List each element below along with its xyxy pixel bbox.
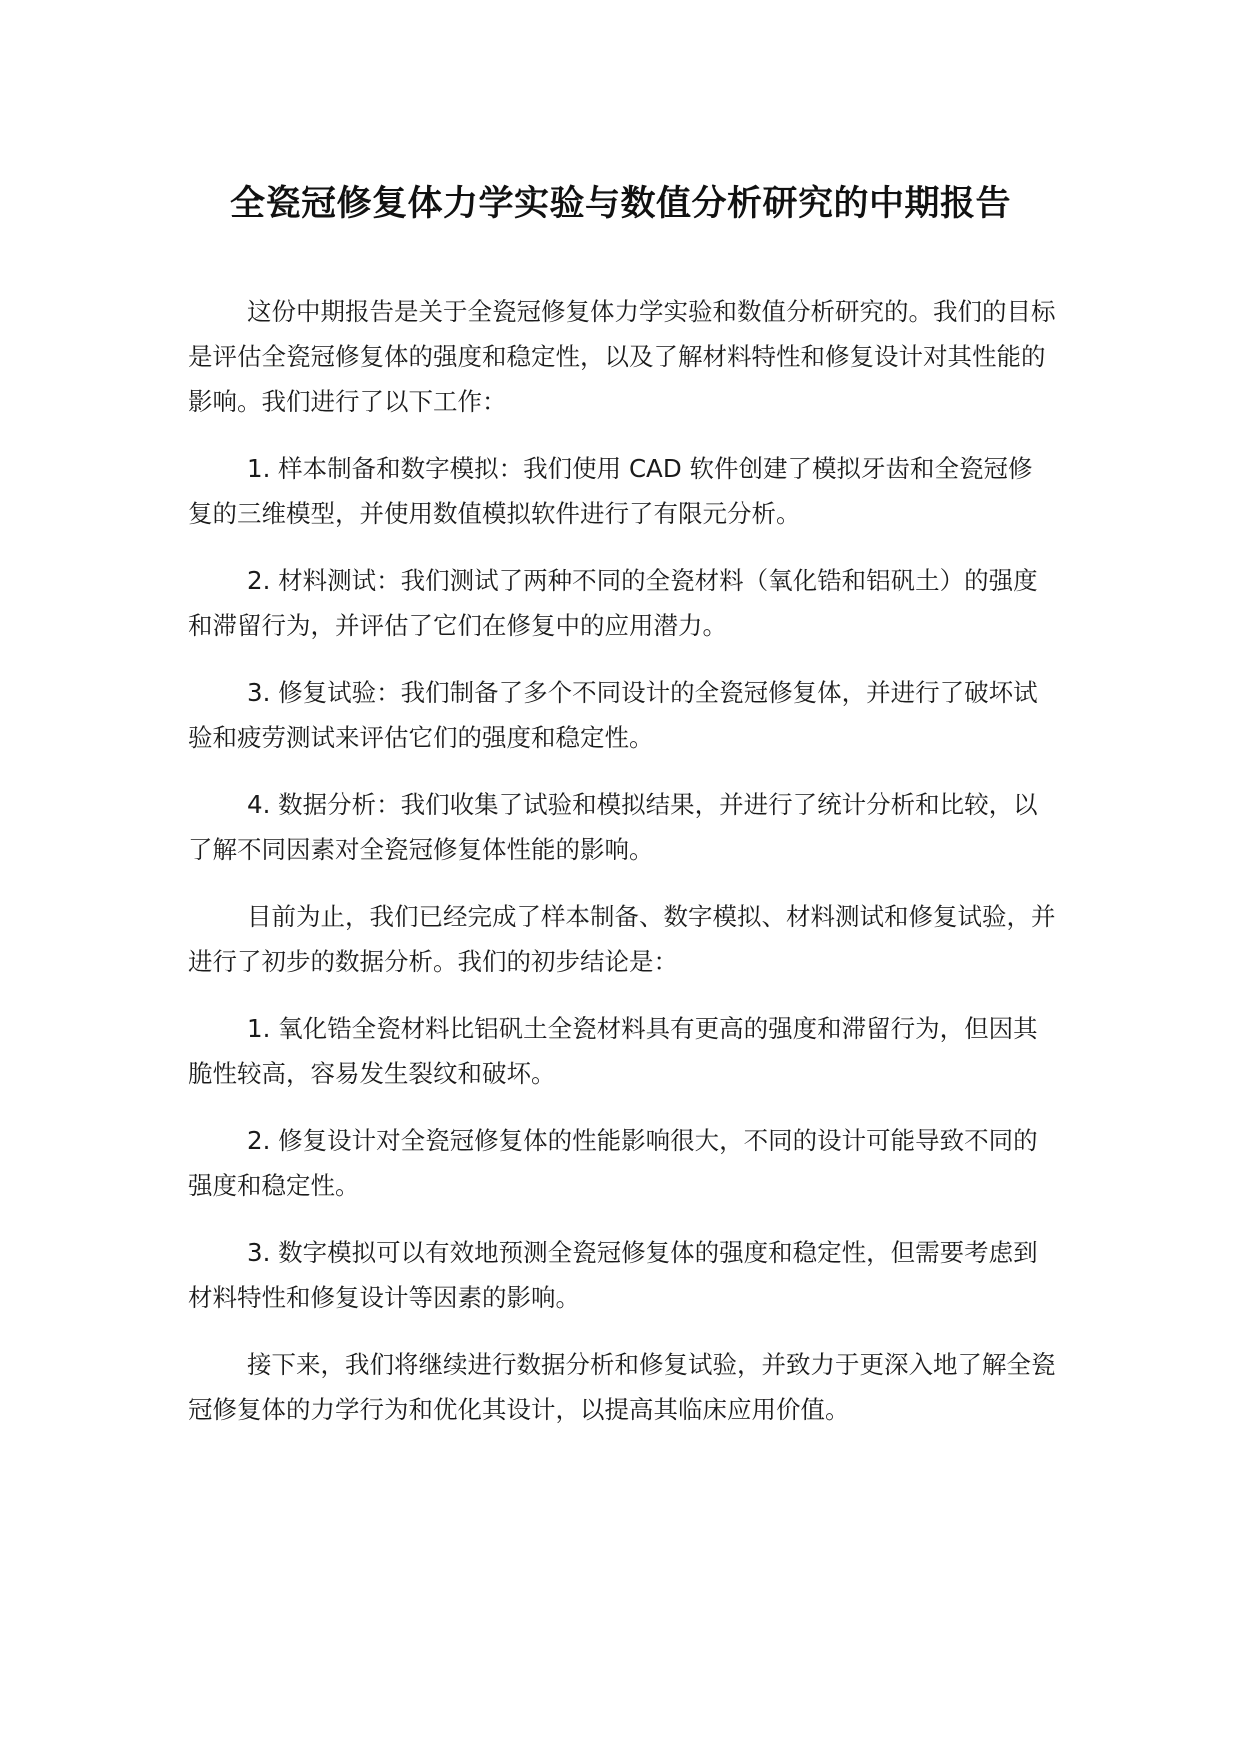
conclusion-item-2: 2. 修复设计对全瓷冠修复体的性能影响很大，不同的设计可能导致不同的强度和稳定性。 bbox=[188, 1126, 1038, 1200]
next-steps-paragraph: 接下来，我们将继续进行数据分析和修复试验，并致力于更深入地了解全瓷冠修复体的力学行为和优化其设计，以提高其临床应用价值。 bbox=[188, 1350, 1056, 1424]
conclusion-item-1: 1. 氧化锆全瓷材料比铝矾土全瓷材料具有更高的强度和滞留行为，但因其脆性较高，容易发生裂纹和破坏。 bbox=[188, 1014, 1038, 1088]
document-body bbox=[188, 289, 1056, 1454]
conclusion-item-3: 3. 数字模拟可以有效地预测全瓷冠修复体的强度和稳定性，但需要考虑到材料特性和修复设计等因素的影响。 bbox=[188, 1238, 1038, 1312]
work-item-2: 2. 材料测试：我们测试了两种不同的全瓷材料（氧化锆和铝矾土）的强度和滞留行为，并评估了它们在修复中的应用潜力。 bbox=[188, 566, 1038, 640]
progress-paragraph: 目前为止，我们已经完成了样本制备、数字模拟、材料测试和修复试验，并进行了初步的数据分析。我们的初步结论是： bbox=[188, 902, 1056, 976]
document-title: 全瓷冠修复体力学实验与数值分析研究的中期报告 bbox=[229, 184, 1011, 224]
work-item-1: 1. 样本制备和数字模拟：我们使用 CAD 软件创建了模拟牙齿和全瓷冠修复的三维模型，并使用数值模拟软件进行了有限元分析。 bbox=[188, 454, 1033, 528]
work-item-3: 3. 修复试验：我们制备了多个不同设计的全瓷冠修复体，并进行了破坏试验和疲劳测试来评估它们的强度和稳定性。 bbox=[188, 678, 1038, 752]
work-item-4: 4. 数据分析：我们收集了试验和模拟结果，并进行了统计分析和比较，以了解不同因素对全瓷冠修复体性能的影响。 bbox=[188, 790, 1038, 864]
intro-paragraph: 这份中期报告是关于全瓷冠修复体力学实验和数值分析研究的。我们的目标是评估全瓷冠修复体的强度和稳定性，以及了解材料特性和修复设计对其性能的影响。我们进行了以下工作： bbox=[188, 297, 1056, 416]
